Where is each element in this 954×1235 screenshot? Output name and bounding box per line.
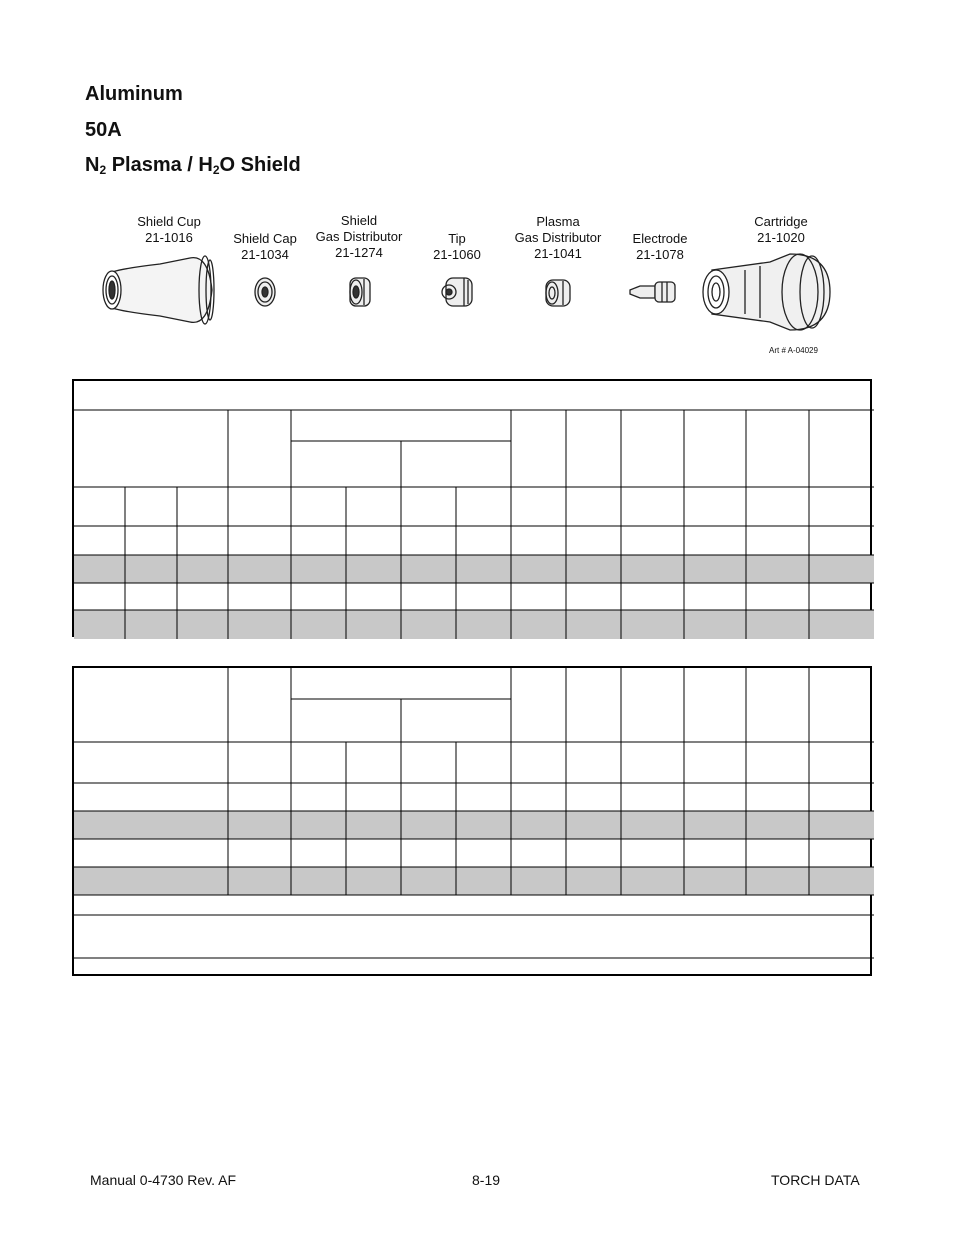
footer-manual: Manual 0-4730 Rev. AF (90, 1172, 237, 1188)
table-row-shaded (74, 610, 874, 639)
electrode-icon (630, 282, 675, 302)
upper-parameter-table (72, 379, 872, 637)
table-row-shaded (74, 555, 874, 583)
shield-cup-icon (103, 256, 214, 324)
footer-page-number: 8-19 (472, 1172, 501, 1188)
tip-icon (442, 278, 472, 306)
plasma-gas-distributor-icon (546, 280, 570, 306)
part-shield-cup: Shield Cup 21-1016 (137, 214, 201, 245)
part-shield-cap: Shield Cap 21-1034 (233, 231, 297, 262)
lower-parameter-table (72, 666, 872, 976)
footer-section: TORCH DATA (771, 1172, 860, 1188)
part-shield-gas-distributor: Shield Gas Distributor 21-1274 (315, 213, 403, 260)
art-number: Art # A-04029 (769, 346, 818, 355)
cartridge-icon (703, 254, 830, 330)
table-row-shaded (74, 811, 874, 839)
shield-cap-icon (255, 278, 275, 306)
shield-gas-distributor-icon (350, 278, 370, 306)
part-cartridge: Cartridge 21-1020 (754, 214, 808, 245)
title-material: Aluminum (85, 83, 183, 105)
part-tip: Tip 21-1060 (433, 231, 481, 262)
title-amperage: 50A (85, 119, 122, 141)
parts-illustration (0, 240, 954, 360)
part-electrode: Electrode 21-1078 (632, 231, 688, 262)
title-gas: $N_2$ Plasma / $H_2O$ Shield (85, 154, 301, 177)
table-row-shaded (74, 867, 874, 895)
part-plasma-gas-distributor: Plasma Gas Distributor 21-1041 (514, 214, 602, 261)
